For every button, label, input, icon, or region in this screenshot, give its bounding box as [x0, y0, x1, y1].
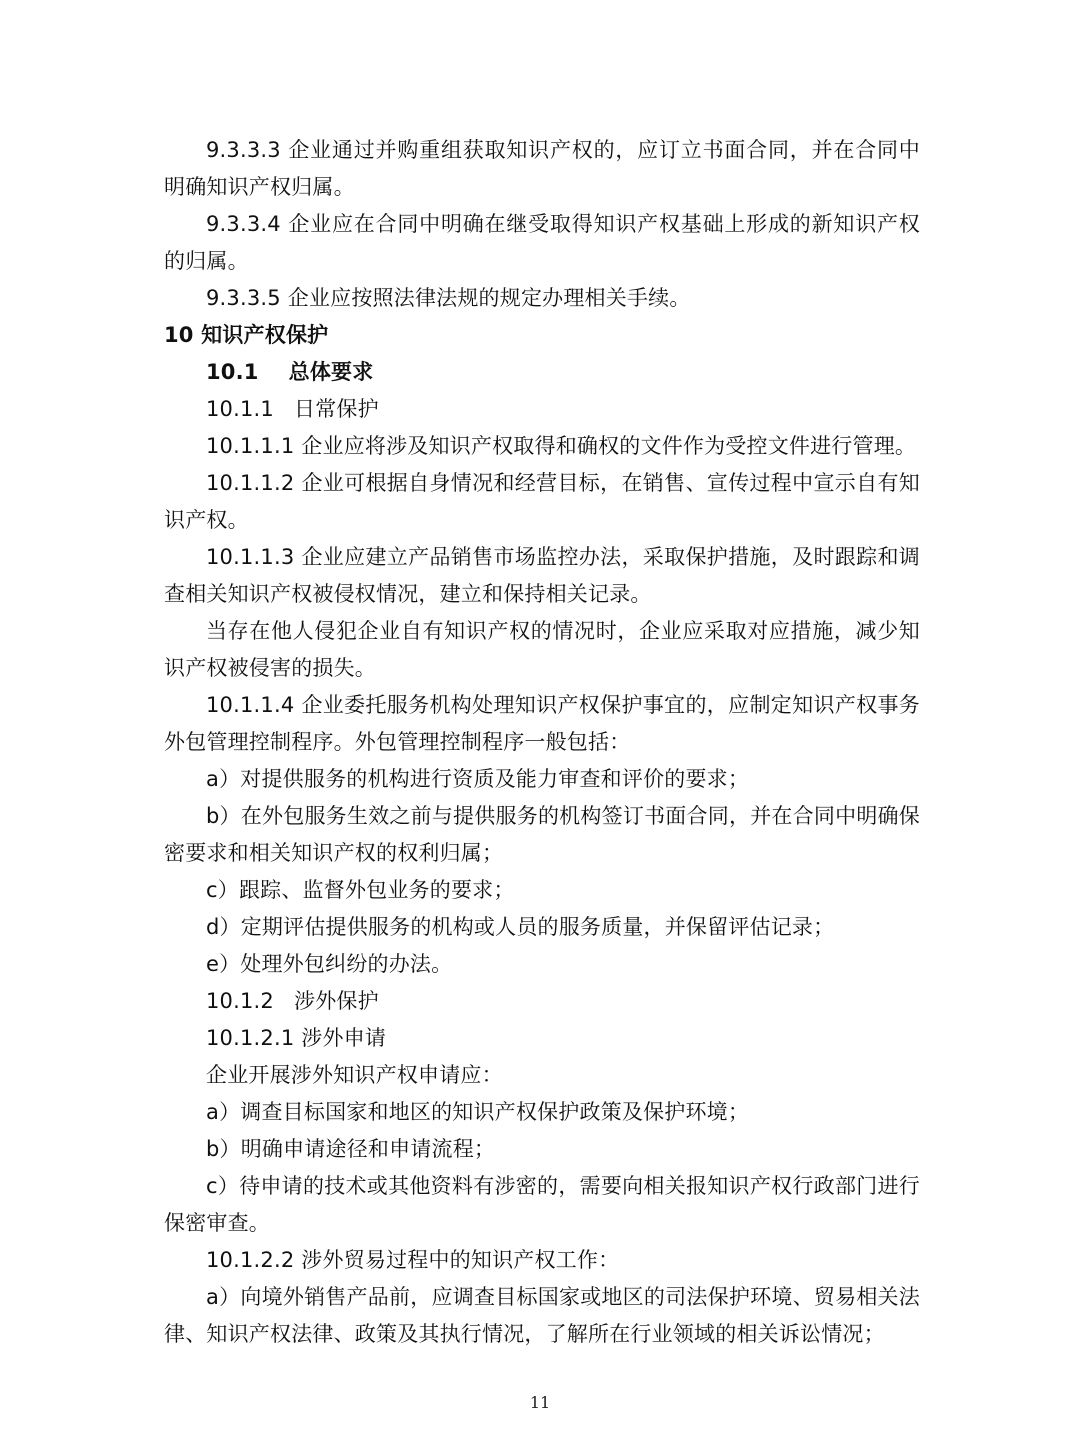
document-page	[164, 132, 920, 1353]
paragraph-10-1-2-2: 10.1.2.2 涉外贸易过程中的知识产权工作：	[206, 1248, 620, 1272]
paragraph-10-1-1-3: 10.1.1.3 企业应建立产品销售市场监控办法，采取保护措施，及时跟踪和调查相关知识产权被侵权情况，建立和保持相关记录。	[164, 545, 920, 606]
page-number: 11	[529, 1393, 551, 1412]
list-item-c: c）待申请的技术或其他资料有涉密的，需要向相关报知识产权行政部门进行保密审查。	[164, 1174, 920, 1235]
section-number: 10.1.2	[206, 989, 274, 1013]
list-item-b: b）在外包服务生效之前与提供服务的机构签订书面合同，并在合同中明确保密要求和相关知识产权的权利归属；	[164, 804, 920, 865]
section-title: 日常保护	[294, 397, 379, 421]
list-item-a: a）调查目标国家和地区的知识产权保护政策及保护环境；	[206, 1100, 750, 1124]
list-item-c: c）跟踪、监督外包业务的要求；	[206, 878, 515, 902]
paragraph-infringement: 当存在他人侵犯企业自有知识产权的情况时，企业应采取对应措施，减少知识产权被侵害的损失。	[164, 619, 920, 680]
section-title: 涉外保护	[294, 989, 379, 1013]
list-item-a: a）向境外销售产品前，应调查目标国家或地区的司法保护环境、贸易相关法律、知识产权法律、政策及其执行情况，了解所在行业领域的相关诉讼情况；	[164, 1285, 920, 1346]
section-number: 10.1	[206, 360, 259, 384]
paragraph-9-3-3-4: 9.3.3.4 企业应在合同中明确在继受取得知识产权基础上形成的新知识产权的归属。	[164, 212, 920, 273]
list-item-b: b）明确申请途径和申请流程；	[206, 1137, 496, 1161]
section-number: 10.1.1	[206, 397, 274, 421]
paragraph-10-1-1-2: 10.1.1.2 企业可根据自身情况和经营目标，在销售、宣传过程中宣示自有知识产权。	[164, 471, 920, 532]
section-heading-10-1-2	[164, 983, 920, 1020]
section-title: 总体要求	[288, 360, 374, 384]
list-item-e: e）处理外包纠纷的办法。	[206, 952, 453, 976]
paragraph-foreign-application: 企业开展涉外知识产权申请应：	[206, 1063, 503, 1087]
section-number: 10	[164, 323, 194, 347]
section-heading-10-1-1	[164, 391, 920, 428]
paragraph-9-3-3-3: 9.3.3.3 企业通过并购重组获取知识产权的，应订立书面合同，并在合同中明确知识产权归属。	[164, 138, 920, 199]
section-heading-10	[164, 317, 920, 354]
paragraph-9-3-3-5: 9.3.3.5 企业应按照法律法规的规定办理相关手续。	[206, 286, 691, 310]
list-item-d: d）定期评估提供服务的机构或人员的服务质量，并保留评估记录；	[206, 915, 835, 939]
section-title: 知识产权保护	[201, 323, 329, 347]
section-heading-10-1	[164, 354, 920, 391]
paragraph-10-1-1-1: 10.1.1.1 企业应将涉及知识产权取得和确权的文件作为受控文件进行管理。	[206, 434, 917, 458]
paragraph-10-1-2-1: 10.1.2.1 涉外申请	[206, 1026, 387, 1050]
paragraph-10-1-1-4: 10.1.1.4 企业委托服务机构处理知识产权保护事宜的，应制定知识产权事务外包管理控制程序。外包管理控制程序一般包括：	[164, 693, 920, 754]
list-item-a: a）对提供服务的机构进行资质及能力审查和评价的要求；	[206, 767, 750, 791]
